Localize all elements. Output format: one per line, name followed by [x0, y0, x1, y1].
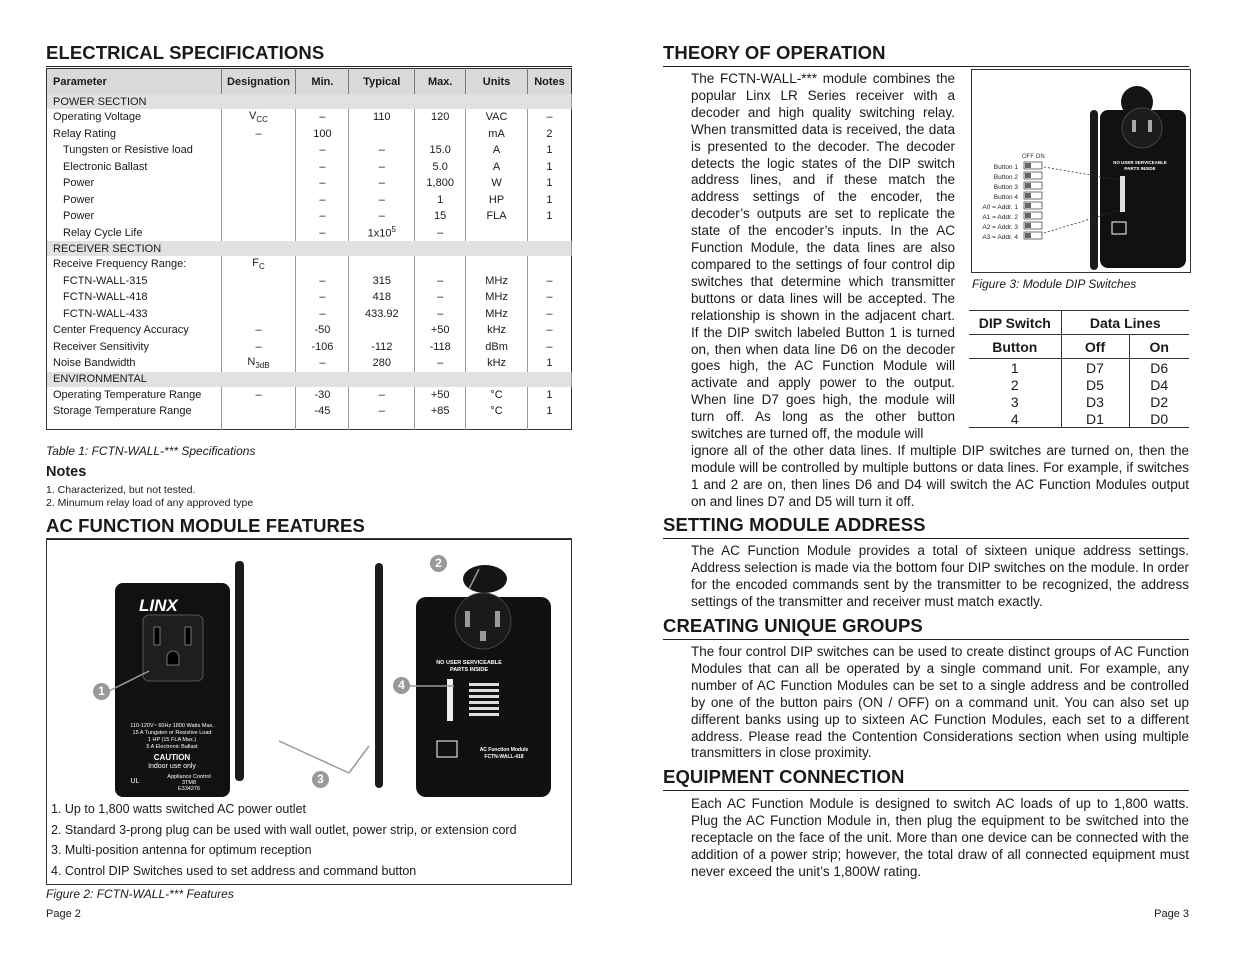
table-cell: 1 — [546, 210, 553, 223]
dip-switch-knob — [1025, 183, 1031, 188]
dip-figure — [971, 69, 1191, 273]
table-cell: – — [221, 322, 296, 339]
table-cell: FCTN-WALL-315 — [47, 273, 222, 290]
dip-cell: D5 — [1061, 376, 1129, 393]
dip-table — [969, 311, 1189, 427]
table-cell — [527, 256, 571, 273]
table-cell: Relay Rating — [47, 126, 222, 143]
table-cell — [415, 256, 466, 273]
table-cell: -118 — [415, 339, 466, 356]
table-cell: Power — [47, 175, 222, 192]
table-cell: $1x10^5$ — [349, 225, 415, 242]
table-cell — [221, 289, 296, 306]
groups-heading: CREATING UNIQUE GROUPS — [663, 615, 1189, 640]
dip-figure-svg — [972, 70, 1190, 272]
col-header: Typical — [349, 69, 415, 95]
dip-row — [969, 410, 1189, 427]
table-cell: Relay Cycle Life — [47, 225, 222, 242]
table-cell: 1 — [546, 144, 553, 157]
table-cell: – — [296, 192, 349, 209]
note-1: 1. Characterized, but not tested. — [46, 484, 196, 496]
table-cell — [415, 126, 466, 143]
table-cell: MHz — [466, 306, 528, 323]
table-cell: Electronic Ballast — [47, 159, 222, 176]
features-list — [47, 799, 517, 881]
table-cell: – — [546, 340, 553, 353]
table-cell: kHz — [466, 322, 528, 339]
table-cell: VAC — [466, 109, 528, 126]
table-cell: +50 — [415, 322, 466, 339]
antenna-right — [375, 563, 383, 788]
col-header: Designation — [221, 69, 296, 95]
table-cell: A — [466, 142, 528, 159]
table-cell: – — [349, 159, 415, 176]
table-cell: 1 — [546, 177, 553, 190]
table-cell: +50 — [415, 387, 466, 404]
table-row — [47, 289, 572, 306]
table-cell: 100 — [296, 126, 349, 143]
table-cell: – — [546, 111, 553, 124]
table-cell: FCTN-WALL-418 — [47, 289, 222, 306]
table-cell: – — [349, 208, 415, 225]
table-row — [47, 403, 572, 420]
table-cell: 15.0 — [415, 142, 466, 159]
table-cell: – — [221, 126, 296, 143]
table-cell: – — [546, 274, 553, 287]
button-header: Button — [969, 335, 1061, 359]
table-cell: 1 — [546, 388, 553, 401]
dip-switch-label: Button 3 — [993, 184, 1018, 191]
table-cell: °C — [466, 403, 528, 420]
section-row — [47, 241, 572, 256]
dip-switch-knob — [1025, 193, 1031, 198]
table-row — [47, 225, 572, 242]
table-cell — [349, 126, 415, 143]
table-cell — [349, 256, 415, 273]
dip-header: DIP Switch — [969, 311, 1061, 335]
page-number: Page 2 — [46, 908, 81, 920]
table-cell: Noise Bandwidth — [47, 355, 222, 372]
col-header: Max. — [415, 69, 466, 95]
dip-switch-knob — [1025, 173, 1031, 178]
table-cell: – — [349, 142, 415, 159]
feature-item: 3. Multi-position antenna for optimum reception — [51, 843, 312, 857]
table-cell: 110 — [349, 109, 415, 126]
table-row — [47, 175, 572, 192]
equipment-text: Each AC Function Module is designed to switch AC loads of up to 1,800 watts. Plug the AC Function Module in, then plug the equipment to be switched into the receptacle on the face of the unit. More than one device can be connected with the addition of a power strip; however, the total draw of all connected equipment must never exceed the unit’s 1,800W rating. — [691, 796, 1189, 879]
table-cell — [221, 175, 296, 192]
table-row — [47, 109, 572, 126]
table-caption: Table 1: FCTN-WALL-*** Specifications — [46, 444, 256, 458]
dip-cell: 4 — [969, 410, 1061, 427]
antenna-left — [235, 561, 244, 781]
groups-text: The four control DIP switches can be used to create distinct groups of AC Function Modules that can all be operated by a single command unit. For example, any number of AC Function Modules can be set to a single address and be controlled by one of the button pairs (ON / OFF) on a command unit. You can also set up different banks using up to sixteen AC Function Modules, each set to a different address. Please read the Contention Considerations section when using multiple transmitters in close proximity. — [691, 644, 1189, 761]
dip-switch-label: A3 = Addr. 4 — [982, 234, 1018, 241]
table-cell: – — [546, 291, 553, 304]
table-cell: °C — [466, 387, 528, 404]
table-cell: -50 — [296, 322, 349, 339]
dip-table-header1 — [969, 311, 1189, 335]
dip-switch-knob — [1025, 223, 1031, 228]
table-cell: 315 — [349, 273, 415, 290]
table-cell: 5.0 — [415, 159, 466, 176]
right-page — [663, 0, 1189, 954]
svg-text:15 A Tungsten or Resistive Loa: 15 A Tungsten or Resistive Load — [132, 730, 212, 736]
section-label: RECEIVER SECTION — [47, 241, 572, 256]
table-cell: – — [296, 159, 349, 176]
svg-text:NO USER SERVICEABLE: NO USER SERVICEABLE — [436, 660, 502, 666]
theory-heading: THEORY OF OPERATION — [663, 42, 1189, 67]
svg-text:PARTS INSIDE: PARTS INSIDE — [1124, 166, 1156, 171]
table-cell: Operating Voltage — [47, 109, 222, 126]
col-header: Min. — [296, 69, 349, 95]
table-cell: 1 — [546, 160, 553, 173]
address-heading: SETTING MODULE ADDRESS — [663, 514, 1189, 539]
brand-logo: LINX — [139, 596, 178, 615]
module-photo-svg — [49, 541, 569, 799]
dip-row — [969, 359, 1189, 377]
table-cell: $N_{3dB}$ — [221, 355, 296, 372]
dip-switch-label: Button 1 — [993, 164, 1018, 171]
section-row — [47, 372, 572, 387]
table-row — [47, 126, 572, 143]
left-page — [46, 0, 572, 954]
table-cell: – — [296, 175, 349, 192]
callout-1: 1 — [93, 683, 110, 700]
table-cell: Tungsten or Resistive load — [47, 142, 222, 159]
table-row — [47, 256, 572, 273]
table-cell: W — [466, 175, 528, 192]
table-row — [47, 142, 572, 159]
dip-switch-label: Button 4 — [993, 194, 1018, 201]
table-row — [47, 339, 572, 356]
svg-text:FCTN-WALL-418: FCTN-WALL-418 — [484, 754, 524, 760]
table-cell: MHz — [466, 289, 528, 306]
section-label: ENVIRONMENTAL — [47, 372, 572, 387]
table-cell: FCTN-WALL-433 — [47, 306, 222, 323]
spec-table — [46, 68, 572, 430]
table-cell: -112 — [349, 339, 415, 356]
dip-switch-label: Button 2 — [993, 174, 1018, 181]
table-cell: 1 — [546, 357, 553, 370]
dip-cell: D0 — [1150, 410, 1169, 427]
product-photo — [49, 541, 569, 799]
electrical-specs-heading: ELECTRICAL SPECIFICATIONS — [46, 42, 572, 67]
table-cell — [221, 273, 296, 290]
table-cell: Operating Temperature Range — [47, 387, 222, 404]
table-cell — [221, 159, 296, 176]
note-2: 2. Minumum relay load of any approved type — [46, 497, 254, 509]
off-on-label: OFF ON — [1022, 154, 1045, 160]
table-cell: 120 — [415, 109, 466, 126]
table-cell: – — [349, 192, 415, 209]
data-lines-header: Data Lines — [1061, 311, 1189, 335]
table-row — [47, 208, 572, 225]
table-spacer — [47, 420, 572, 430]
table-cell: – — [296, 273, 349, 290]
on-header: On — [1129, 335, 1189, 359]
table-cell — [221, 306, 296, 323]
dip-table-wrap — [969, 310, 1189, 428]
table-cell: – — [296, 355, 349, 372]
section-label: POWER SECTION — [47, 94, 572, 109]
col-header: Parameter — [47, 69, 222, 95]
table-cell: 1 — [415, 192, 466, 209]
table-cell: – — [296, 225, 349, 242]
dip-row — [969, 376, 1189, 393]
dip-cell: 3 — [969, 393, 1061, 410]
svg-text:1 HP (15 FLA Max.): 1 HP (15 FLA Max.) — [147, 737, 197, 743]
table-cell: – — [415, 306, 466, 323]
table-cell: Power — [47, 192, 222, 209]
table-cell: – — [546, 324, 553, 337]
svg-text:Appliance Control: Appliance Control — [167, 774, 211, 780]
table-cell: Receiver Sensitivity — [47, 339, 222, 356]
theory-text-narrow: The FCTN-WALL-*** module combines the popular Linx LR Series receiver with a decoder and high quality switching relay. When transmitted data is received, the data is presented to the decoder. The decoder detects the logic states of the DIP switch address lines, and if these match the address settings of the encoder, the decoder’s outputs are set to replicate the state of the encoder’s inputs. In the AC Function Module, the data lines are also compared to the settings of four control dip switches that determine which transmitter buttons or data lines will be accepted. The relationship is shown in the adjacent chart. If the DIP switch labeled Button 1 is turned on, then when data line D6 on the decoder goes high, the AC Function Module will activate and apply power to the output. When line D7 goes high, the module will turn off. As long as the other button switches are turned off, the module will — [691, 71, 955, 442]
table-cell: – — [546, 307, 553, 320]
features-heading: AC FUNCTION MODULE FEATURES — [46, 515, 572, 540]
off-header: Off — [1061, 335, 1129, 359]
svg-text:PARTS INSIDE: PARTS INSIDE — [449, 667, 489, 673]
svg-text:AC Function Module: AC Function Module — [479, 747, 529, 753]
col-header: Units — [466, 69, 528, 95]
callout-3: 3 — [312, 771, 329, 788]
table-cell: -30 — [296, 387, 349, 404]
dip-cell: D7 — [1061, 359, 1129, 377]
table-row — [47, 273, 572, 290]
spec-header-row — [47, 69, 572, 95]
features-figure-box — [46, 538, 572, 885]
table-cell — [221, 192, 296, 209]
table-row — [47, 355, 572, 372]
callout-2: 2 — [430, 555, 447, 572]
table-cell: Storage Temperature Range — [47, 403, 222, 420]
page-number: Page 3 — [1154, 908, 1189, 920]
table-cell: – — [415, 289, 466, 306]
table-cell — [221, 208, 296, 225]
svg-text:Indoor use only: Indoor use only — [148, 763, 196, 770]
table-row — [47, 192, 572, 209]
theory-text-wide: ignore all of the other data lines. If multiple DIP switches are turned on, then the module will be controlled by multiple buttons or data lines. For example, if switches 1 and 2 are on, then lines D6 and D4 will switch the AC Function Modules output on and lines D7 and D5 will turn it off. — [691, 443, 1189, 509]
dip-switch-stack — [982, 162, 1042, 241]
dip-cell: D2 — [1150, 393, 1169, 410]
feature-item: 4. Control DIP Switches used to set address and command button — [51, 863, 417, 878]
section-row — [47, 94, 572, 109]
feature-item: 1. Up to 1,800 watts switched AC power outlet — [51, 802, 306, 816]
dip-switch-knob — [1025, 233, 1031, 238]
dip-cell: D4 — [1150, 376, 1169, 393]
table-cell: MHz — [466, 273, 528, 290]
table-cell: $F_C$ — [221, 256, 296, 273]
table-cell: FLA — [466, 208, 528, 225]
svg-text:110-120V~ 60Hz 1800 Watts Max: 110-120V~ 60Hz 1800 Watts Max. — [130, 723, 214, 729]
table-cell: 15 — [415, 208, 466, 225]
table-row — [47, 387, 572, 404]
dip-switch-label: A0 = Addr. 1 — [982, 204, 1018, 211]
svg-text:NO USER SERVICEABLE: NO USER SERVICEABLE — [1113, 160, 1167, 165]
address-text: The AC Function Module provides a total of sixteen unique address settings. Address selection is made via the bottom four DIP switches on the module. In order for the encoded commands sent by the transmitter to be recognized, the address settings of the transmitter and receiver must match exactly. — [691, 543, 1190, 609]
table-cell: -106 — [296, 339, 349, 356]
table-cell: – — [296, 306, 349, 323]
table-cell: 418 — [349, 289, 415, 306]
table-cell: mA — [466, 126, 528, 143]
table-cell: -45 — [296, 403, 349, 420]
table-cell: $V_{CC}$ — [221, 109, 296, 126]
table-cell: dBm — [466, 339, 528, 356]
table-cell — [221, 142, 296, 159]
dip-switch-label: A1 = Addr. 2 — [982, 214, 1018, 221]
svg-text:E334276: E334276 — [177, 786, 201, 792]
table-cell — [221, 225, 296, 242]
table-cell: 1 — [546, 193, 553, 206]
dip-cell: 1 — [969, 359, 1061, 377]
table-row — [47, 159, 572, 176]
table-cell: kHz — [466, 355, 528, 372]
table-cell: – — [349, 403, 415, 420]
table-cell: – — [296, 142, 349, 159]
table-cell: – — [221, 387, 296, 404]
table-cell: – — [296, 208, 349, 225]
feature-item: 2. Standard 3-prong plug can be used with wall outlet, power strip, or extension cord — [51, 822, 517, 837]
dip-cell: D3 — [1061, 393, 1129, 410]
dip-switch-label: A2 = Addr. 3 — [982, 224, 1018, 231]
dip-cell: D6 — [1150, 359, 1169, 376]
table-cell — [221, 403, 296, 420]
col-header: Notes — [527, 69, 571, 95]
dip-table-header2 — [969, 335, 1189, 359]
svg-text:CAUTION: CAUTION — [153, 753, 191, 762]
dip-switch-knob — [1025, 203, 1031, 208]
table-cell: HP — [466, 192, 528, 209]
table-cell — [527, 225, 571, 242]
svg-text:UL: UL — [130, 778, 140, 785]
dip-figure-caption: Figure 3: Module DIP Switches — [972, 277, 1137, 291]
table-cell: 1 — [546, 405, 553, 418]
dip-row — [969, 393, 1189, 410]
dip-cell: 2 — [969, 376, 1061, 393]
callout-4: 4 — [393, 677, 410, 694]
table-cell: – — [349, 175, 415, 192]
dip-switch-knob — [1025, 213, 1031, 218]
table-cell: 2 — [546, 127, 553, 140]
svg-text:5 A Electronic Ballast: 5 A Electronic Ballast — [146, 744, 198, 750]
table-cell: – — [415, 273, 466, 290]
table-cell: A — [466, 159, 528, 176]
figure-caption: Figure 2: FCTN-WALL-*** Features — [46, 887, 234, 901]
notes-title: Notes — [46, 464, 87, 480]
table-cell: 280 — [349, 355, 415, 372]
table-row — [47, 306, 572, 323]
spec-table-wrap — [46, 68, 572, 430]
table-cell: Receive Frequency Range: — [47, 256, 222, 273]
table-cell: 433.92 — [349, 306, 415, 323]
table-cell: +85 — [415, 403, 466, 420]
table-cell: 1,800 — [415, 175, 466, 192]
table-row — [47, 322, 572, 339]
table-cell: Power — [47, 208, 222, 225]
equipment-heading: EQUIPMENT CONNECTION — [663, 766, 1189, 791]
dip-switch-knob — [1025, 163, 1031, 168]
table-cell — [466, 225, 528, 242]
table-cell: – — [349, 387, 415, 404]
table-cell: – — [221, 339, 296, 356]
table-cell: – — [296, 109, 349, 126]
svg-text:3TM8: 3TM8 — [181, 780, 197, 786]
table-cell: – — [415, 225, 466, 242]
dip-cell: D1 — [1061, 410, 1129, 427]
table-cell: – — [296, 289, 349, 306]
table-cell — [296, 256, 349, 273]
table-cell — [349, 322, 415, 339]
table-cell — [466, 256, 528, 273]
table-cell: – — [415, 355, 466, 372]
table-cell: Center Frequency Accuracy — [47, 322, 222, 339]
